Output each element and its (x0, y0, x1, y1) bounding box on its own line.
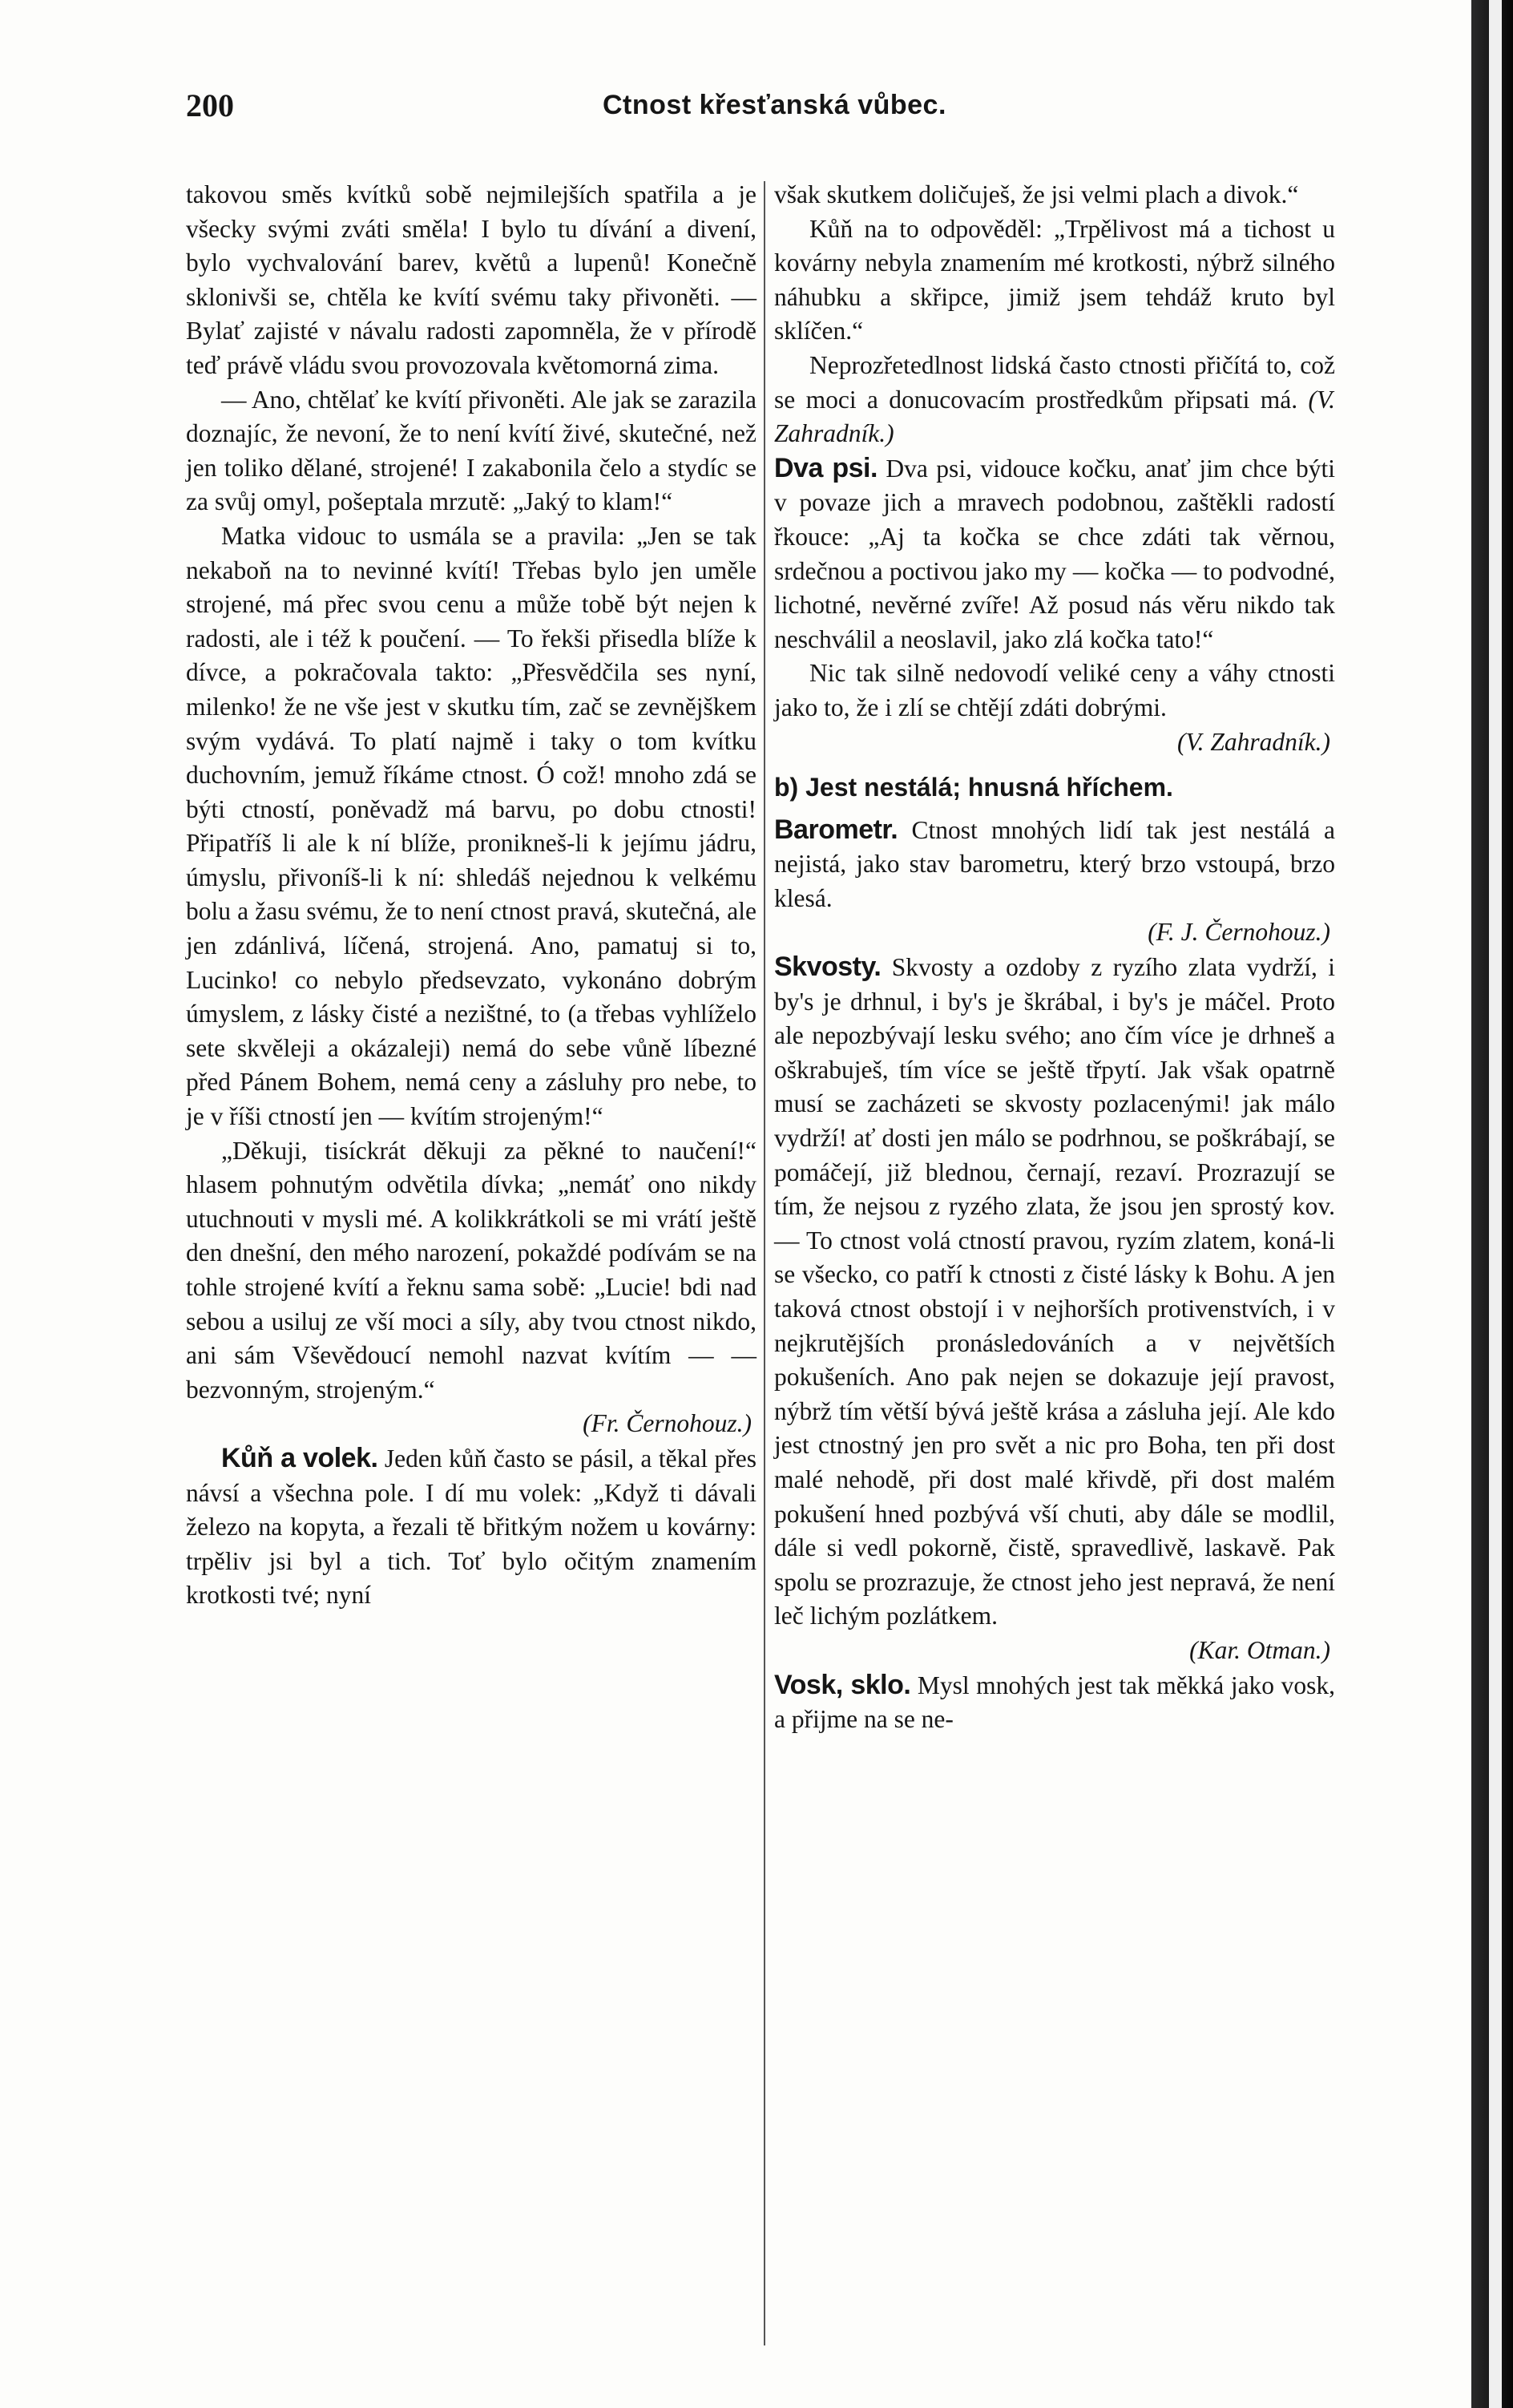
paragraph-text: Jeden kůň často se pásil, a těkal přes návsí a všechna pole. I dí mu volek: „Když ti dávali železo na kopyta, a řezali tě břitkým nožem u kovárny: trpěliv jsi byl a tich. Toť bylo očitým znamením krotkosti tvé; nyní (186, 1444, 757, 1610)
attribution: (Kar. Otman.) (1189, 1635, 1330, 1664)
attribution: (Fr. Černohouz.) (583, 1409, 752, 1438)
paragraph: však skutkem doličuješ, že jsi velmi plach a divok.“ (774, 180, 1299, 208)
paragraph (186, 1441, 756, 1613)
attribution: (F. J. Černohouz.) (1148, 918, 1330, 947)
paragraph-text: Ctnost mnohých lidí tak jest nestálá a nejistá, jako stav barometru, který brzo vstoupá, brzo klesá. (774, 815, 1335, 912)
paragraph: Nic tak silně nedovodí veliké ceny a váhy ctnosti jako to, že i zlí se chtějí zdáti dobrými. (774, 659, 1335, 721)
paragraph-text: Skvosty a ozdoby z ryzího zlata vydrží, i by's je drhnul, i by's je škrábal, i by's je máčel. Proto ale nepozbývají lesku svého; ano čím více je drhneš a oškrabuješ, tím více se ještě třpytí. Jak však opatrně musí se zacházeti se skvosty pozlacenými! jak málo vydrží! ať dosti jen málo se podrhnou, se poškrábají, se pomáčejí, již blednou, černají, rezaví. Prozrazují se tím, že nejsou z ryzého zlata, že jsou jen sprostý kov. — To ctnost volá ctností pravou, ryzím zlatem, koná-li se všecko, co patří k ctnosti z čisté lásky k Bohu. A jen taková ctnost obstojí i v nejhorších protivenstvích, i v nejkrutějších pronásledováních a v největších pokušeních. Ano pak nejen se dokazuje její pravost, nýbrž tím větší bývá ještě krása a zásluha její. Ale kdo jest ctnostný jen pro svět a nic pro Boha, ten při dost malé nehodě, při dost malé křivdě, při dost malém pokušení hned pozbývá vší chuti, aby dále se modlil, dále si vedl pokorně, čistě, spravedlivě, laskavě. Pak spolu se prozrazuje, že ctnost jeho jest nepravá, že není leč lichým pozlátkem. (774, 953, 1336, 1630)
paragraph-text: Neprozřetedlnost lidská často ctnosti přičítá to, což se moci a donucovacím prostředkům připsati má. (774, 350, 1335, 414)
paragraph: — Ano, chtělať ke kvítí přivoněti. Ale jak se zarazila doznajíc, že nevoní, že to není kvítí živé, skutečné, než jen toliko dělané, strojené! I zakabonila čelo a stydíc se za svůj omyl, pošeptala mrzutě: „Jaký to klam!“ (186, 385, 756, 516)
running-title: Ctnost křesťanská vůbec. (603, 90, 946, 120)
paragraph-text: Mysl mnohých jest tak měkká jako vosk, a přijme na se ne- (774, 1671, 1335, 1734)
paragraph: takovou směs kvítků sobě nejmilejších spatřila a je všecky svými zváti směla! I bylo tu dívání a divení, bylo vychvalování barev, květů a lupenů! Konečně sklonivši se, chtěla ke kvítí svému taky přivoněti. — Bylať zajisté v návalu radosti zapomněla, že v přírodě teď právě vládu svou provozovala květomorná zima. (186, 180, 756, 379)
subheading: b) Jest nestálá; hnusná hříchem. (774, 773, 1173, 802)
section-title: Skvosty. (774, 951, 882, 983)
paragraph (774, 1668, 1335, 1737)
paragraph (774, 950, 1335, 1634)
section-title: Barometr. (774, 814, 898, 845)
section-title: Kůň a volek. (221, 1442, 378, 1473)
column-divider (764, 181, 765, 2345)
left-column (186, 178, 756, 1613)
page-number: 200 (186, 87, 234, 123)
attribution: (V. Zahradník.) (774, 385, 1336, 448)
paragraph (774, 451, 1335, 657)
paragraph: Kůň na to odpověděl: „Trpělivost má a tichost u kovárny nebyla znamením mé krotkosti, nýbrž silného náhubku a skřipce, jimiž jsem tehdáž kruto byl sklíčen.“ (774, 214, 1335, 345)
paragraph (774, 813, 1335, 916)
section-title: Dva psi. (774, 452, 878, 483)
paragraph-text: Dva psi, vidouce kočku, anať jim chce býti v povaze jich a mravech podobnou, zaštěkli radostí řkouce: „Aj ta kočka se chce zdáti tak věrnou, srdečnou a poctivou jako my — kočka — to podvodné, lichotné, nevěrné zvíře! Až posud nás věru nikdo tak neschválil a neoslavil, jako zlá kočka tato!“ (774, 454, 1335, 653)
right-column (774, 178, 1335, 1737)
page-edge-strip (1489, 0, 1502, 2408)
page-header (186, 87, 1356, 135)
section-title: Vosk, sklo. (774, 1669, 911, 1700)
paragraph (774, 349, 1335, 451)
paragraph: Matka vidouc to usmála se a pravila: „Jen se tak nekaboň na to nevinné kvítí! Třebas bylo jen uměle strojené, má přec svou cenu a může tobě být nejen k radosti, ale i též k poučení. — To řekši přisedla blíže k dívce, a pokračovala takto: „Přesvědčila ses nyní, milenko! že ne vše jest v skutku tím, zač se zevnějškem svým vydává. To platí najmě i taky o tom kvítku duchovním, jemuž říkáme ctnost. Ó což! mnoho zdá se býti ctností, poněvadž má barvu, po dobu ctnosti! Připatříš li ale k ní blíže, pronikneš-li k jejímu jádru, úmyslu, přivoníš-li k ní: shledáš nejednou k velkému bolu a žasu svému, že to není ctnost pravá, skutečná, ale jen zdánlivá, líčená, strojená. Ano, pamatuj si to, Lucinko! co nebylo předsevzato, vykonáno dobrým úmyslem, z lásky čisté a nezištné, to (a třebas vyhlíželo sete skvěleji a okázaleji) nemá do sebe vůně líbezné před Pánem Bohem, nemá ceny a zásluhy pro nebe, to je v říši ctností jen — kvítím strojeným!“ (186, 521, 756, 1131)
paragraph: „Děkuji, tisíckrát děkuji za pěkné to naučení!“ hlasem pohnutým odvětila dívka; „nemáť ono nikdy utuchnouti v mysli mé. A kolikkrátkoli se mi vrátí ještě den dnešní, den mého narození, pokaždé podívám se na tohle strojené kvítí a řeknu sama sobě: „Lucie! bdi nad sebou a usiluj ze vší moci a síly, aby tvou ctnost nikdo, ani sám Vševědoucí nemohl nazvat kvítím — — bezvonným, strojeným.“ (186, 1136, 756, 1404)
attribution: (V. Zahradník.) (1176, 727, 1330, 756)
